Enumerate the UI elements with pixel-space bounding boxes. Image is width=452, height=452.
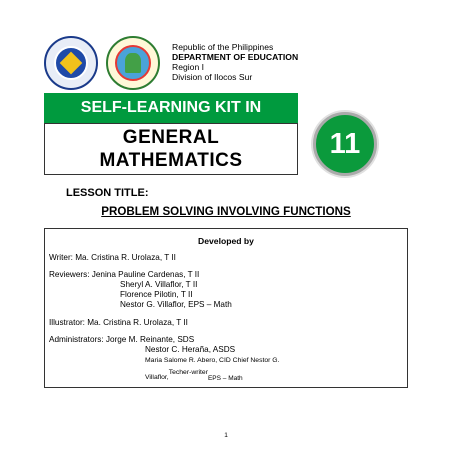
- header-region: Region I: [172, 62, 205, 72]
- credits-last-line: [145, 369, 243, 383]
- credits-last-line-superscript: Techer-writer: [168, 369, 208, 376]
- header-department: DEPARTMENT OF EDUCATION: [172, 52, 299, 62]
- division-seal-logo: [106, 36, 160, 90]
- subject-title-box: [44, 123, 298, 175]
- credits-reviewer: Reviewers: Jenina Pauline Cardenas, T II: [49, 270, 200, 279]
- grade-badge: [313, 112, 377, 176]
- grade-number: 11: [329, 128, 361, 160]
- header-republic: Republic of the Philippines: [172, 42, 274, 52]
- credits-administrator: Administrators: Jorge M. Reinante, SDS: [49, 335, 195, 344]
- credits-reviewer: Sheryl A. Villaflor, T II: [120, 280, 198, 289]
- credits-last-line-subscript: EPS – Math: [207, 375, 243, 382]
- page-number: 1: [224, 432, 228, 439]
- kit-label-banner: SELF-LEARNING KIT IN: [44, 93, 298, 123]
- subject-title-line2: MATHEMATICS: [99, 150, 243, 171]
- credits-writer: Writer: Ma. Cristina R. Urolaza, T II: [49, 253, 176, 262]
- credits-illustrator: Illustrator: Ma. Cristina R. Urolaza, T II: [49, 318, 188, 327]
- credits-reviewer: Florence Pilotin, T II: [120, 290, 193, 299]
- credits-box: [44, 228, 408, 388]
- deped-seal-logo: [44, 36, 98, 90]
- lesson-title: PROBLEM SOLVING INVOLVING FUNCTIONS: [101, 205, 351, 218]
- credits-administrator: Nestor C. Heraña, ASDS: [145, 345, 236, 354]
- subject-title-line1: GENERAL: [122, 127, 220, 148]
- credits-reviewer: Nestor G. Villaflor, EPS – Math: [120, 300, 232, 309]
- header-division: Division of Ilocos Sur: [172, 72, 253, 82]
- credits-last-line-start: Villaflor,: [145, 374, 169, 381]
- credits-heading: Developed by: [198, 236, 254, 246]
- lesson-title-label: LESSON TITLE:: [66, 187, 149, 199]
- credits-administrator: Maria Salome R. Abero, CID Chief Nestor G.: [145, 357, 280, 364]
